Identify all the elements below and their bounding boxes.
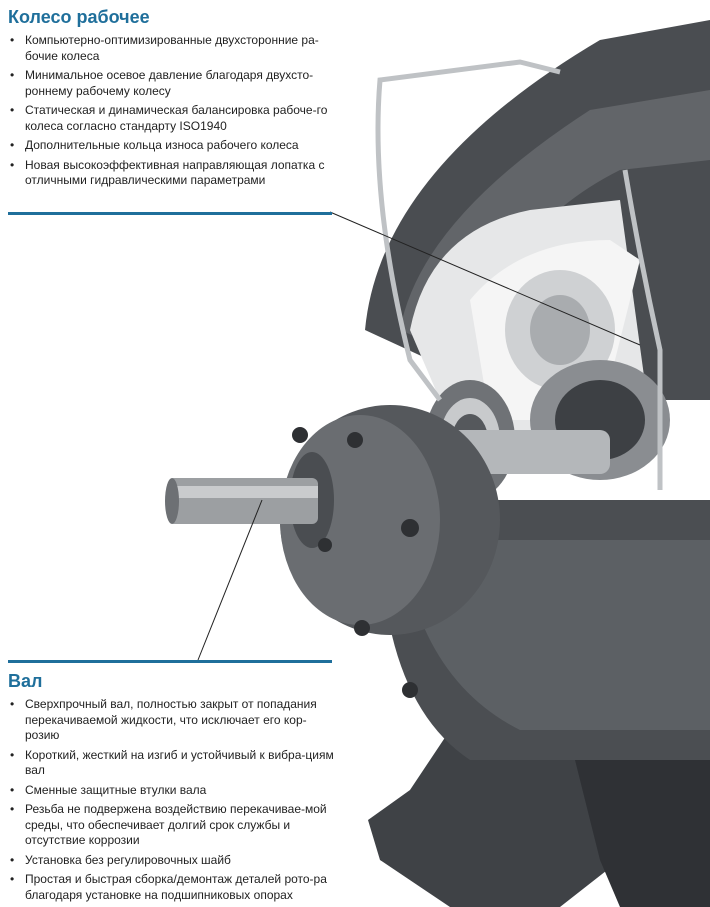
impeller-feature-list (8, 33, 338, 189)
shaft-feature-list (8, 697, 338, 903)
impeller-feature-4: • Дополнительные кольца износа рабочего колеса (8, 138, 338, 154)
impeller-feature-3: • Статическая и динамическая балансировка рабоче-го колеса согласно стандарту ISO1940 (8, 103, 338, 134)
impeller-section (8, 7, 338, 193)
shaft-section (8, 671, 338, 907)
shaft-divider (8, 660, 332, 663)
shaft-feature-4: • Резьба не подвержена воздействию перекачивае-мой среды, что обеспечивает долгий срок службы и отсутствие коррозии (8, 802, 338, 849)
impeller-feature-5: • Новая высокоэффективная направляющая лопатка с отличными гидравлическими параметрами (8, 158, 338, 189)
shaft-feature-2: • Короткий, жесткий на изгиб и устойчивый к вибра-циям вал (8, 748, 338, 779)
shaft-title: Вал (8, 671, 43, 691)
impeller-feature-2: • Минимальное осевое давление благодаря двухсто-роннему рабочему колесу (8, 68, 338, 99)
shaft-feature-5: • Установка без регулировочных шайб (8, 853, 338, 869)
shaft-feature-3: • Сменные защитные втулки вала (8, 783, 338, 799)
impeller-feature-1: • Компьютерно-оптимизированные двухсторонние ра-бочие колеса (8, 33, 338, 64)
impeller-divider (8, 212, 332, 215)
shaft-feature-6: • Простая и быстрая сборка/демонтаж деталей рото-ра благодаря установке на подшипниковых опорах (8, 872, 338, 903)
impeller-title: Колесо рабочее (8, 7, 150, 27)
shaft-feature-1: • Сверхпрочный вал, полностью закрыт от попадания перекачиваемой жидкости, что исключает его кор-розию (8, 697, 338, 744)
